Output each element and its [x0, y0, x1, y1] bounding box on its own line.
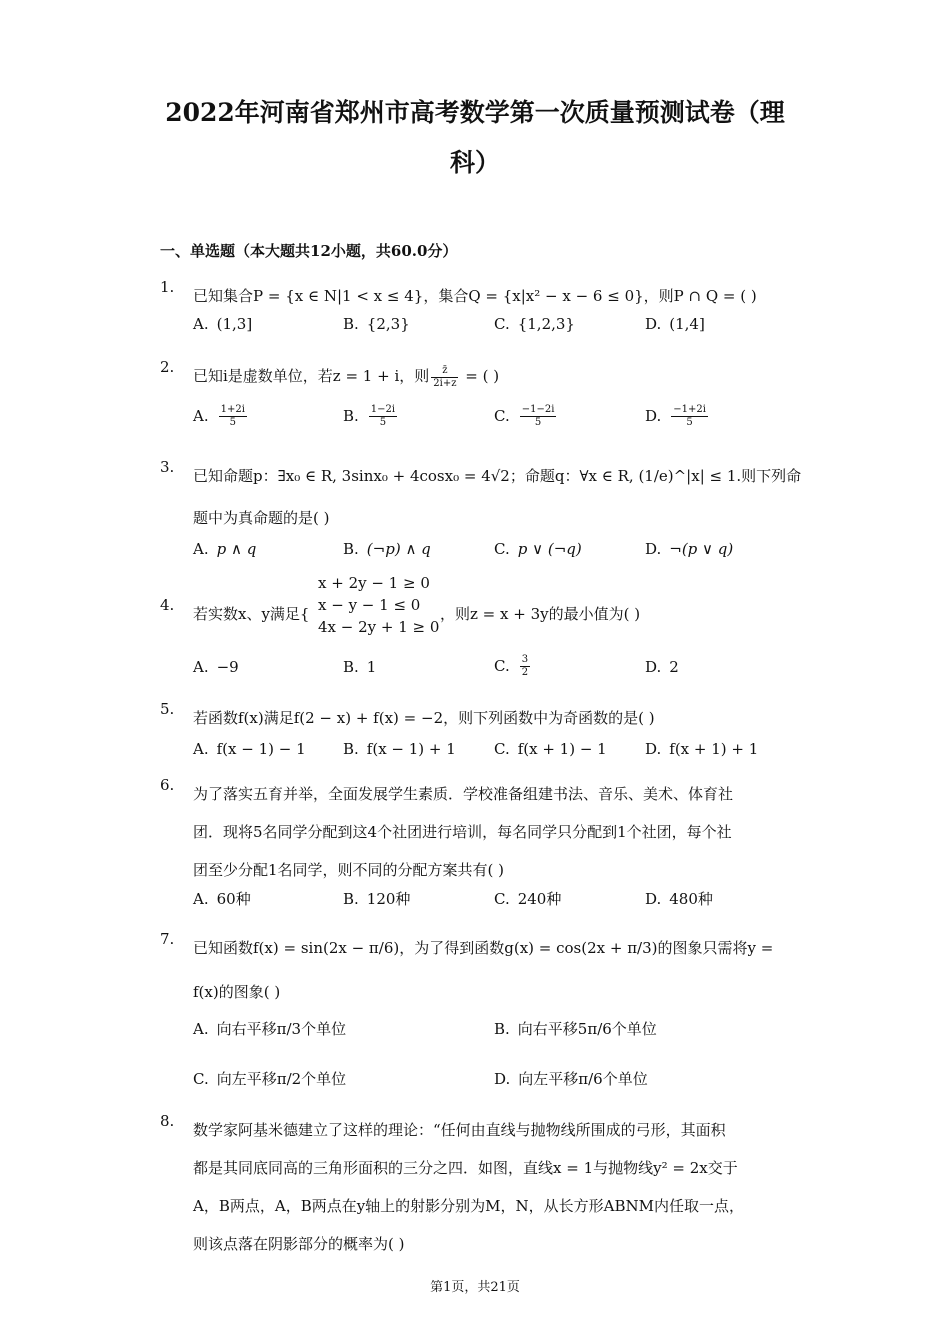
- denominator: 5: [534, 417, 542, 428]
- option-text: ¬(p ∨ q): [669, 540, 734, 558]
- option-text: f(x + 1) − 1: [517, 740, 607, 758]
- option-text: f(x + 1) + 1: [669, 740, 759, 758]
- inequality-3: 4x − 2y + 1 ≥ 0: [318, 618, 440, 636]
- option-d: [645, 315, 705, 333]
- option-text: 向右平移5π/6个单位: [517, 1020, 657, 1038]
- option-c: [494, 315, 575, 333]
- option-label: B.: [343, 540, 359, 558]
- option-text: f(x − 1) − 1: [216, 740, 306, 758]
- denominator: 5: [686, 417, 693, 428]
- option-label: C.: [494, 890, 510, 908]
- question-number: 2.: [160, 358, 175, 376]
- option-a: [193, 315, 252, 333]
- denominator: 2i+z: [433, 377, 457, 389]
- inequality-2: x − y − 1 ≤ 0: [318, 596, 421, 614]
- option-c: [193, 1068, 346, 1089]
- option-d: [645, 404, 710, 429]
- question-number: 7.: [160, 930, 175, 948]
- option-label: B.: [343, 740, 359, 758]
- question-text-line1: 已知函数f(x) = sin(2x − π/6)，为了得到函数g(x) = cos(2x + π/3)的图象只需将y =: [193, 939, 774, 957]
- denominator: 5: [229, 417, 236, 428]
- option-fraction: [520, 404, 557, 429]
- question-number: 1.: [160, 278, 175, 296]
- question-text-b: ，则z = x + 3y的最小值为( ): [440, 605, 641, 623]
- option-label: C.: [494, 540, 510, 558]
- question-text-line1: 已知命题p：∃x₀ ∈ R, 3sinx₀ + 4cosx₀ = 4√2；命题q：∀x ∈ R, (1/e)^|x| ≤ 1.则下列命: [193, 467, 802, 485]
- option-label: D.: [645, 315, 662, 333]
- numerator: −1−2i: [521, 404, 555, 415]
- option-c: [494, 540, 582, 558]
- option-label: A.: [193, 658, 209, 676]
- question-text-line3: 团至少分配1名同学，则不同的分配方案共有( ): [193, 861, 505, 879]
- option-d: [645, 658, 679, 676]
- option-text: f(x − 1) + 1: [366, 740, 456, 758]
- option-text: 60种: [216, 890, 251, 908]
- denominator: 2: [521, 667, 529, 678]
- question-text-line2: 都是其同底同高的三角形面积的三分之四．如图，直线x = 1与抛物线y² = 2x交于: [193, 1159, 738, 1177]
- option-label: C.: [494, 656, 510, 675]
- option-a: [193, 740, 306, 758]
- option-text: 2: [669, 658, 679, 676]
- option-b: [343, 888, 410, 909]
- option-b: [343, 658, 376, 676]
- question-text-a: 若实数x、y满足{: [193, 605, 310, 623]
- inequality-system: [318, 572, 439, 638]
- option-label: D.: [645, 890, 662, 908]
- option-c: [494, 404, 558, 429]
- option-c: [494, 654, 532, 679]
- option-fraction: [219, 404, 247, 429]
- option-text: 240种: [517, 890, 562, 908]
- question-text: [193, 358, 803, 394]
- page-footer: 第1页，共21页: [430, 1280, 520, 1295]
- option-label: D.: [645, 658, 662, 676]
- option-a: [193, 404, 249, 429]
- option-d: [494, 1068, 648, 1089]
- option-fraction: [671, 404, 708, 429]
- question-text-a: 已知i是虚数单位，若z = 1 + i，则: [193, 367, 430, 385]
- question-text: 若函数f(x)满足f(2 − x) + f(x) = −2，则下列函数中为奇函数的是( ): [193, 709, 655, 727]
- numerator: 3: [521, 654, 529, 665]
- option-a: [193, 658, 239, 676]
- option-label: C.: [494, 315, 510, 333]
- option-text: 向左平移π/2个单位: [216, 1070, 347, 1088]
- numerator: z̄: [431, 365, 458, 378]
- option-b: [343, 540, 431, 558]
- option-b: [343, 740, 456, 758]
- option-text: p ∧ q: [216, 540, 257, 558]
- numerator: 1+2i: [220, 404, 245, 415]
- option-text: (1,3]: [216, 315, 253, 333]
- option-fraction: [369, 404, 397, 429]
- option-text: p ∨ (¬q): [517, 540, 582, 558]
- inequality-1: x + 2y − 1 ≥ 0: [318, 574, 430, 592]
- option-label: A.: [193, 890, 209, 908]
- option-label: A.: [193, 406, 209, 425]
- option-label: B.: [343, 406, 359, 425]
- option-text: {1,2,3}: [517, 315, 575, 333]
- question-text-line2: 题中为真命题的是( ): [193, 509, 330, 527]
- option-label: C.: [494, 406, 510, 425]
- question-text-line1: 为了落实五育并举，全面发展学生素质．学校准备组建书法、音乐、美术、体育社: [193, 785, 734, 803]
- question-text-line3: A，B两点，A，B两点在y轴上的射影分别为M，N，从长方形ABNM内任取一点，: [193, 1197, 745, 1215]
- section-heading: 一、单选题（本大题共12小题，共60.0分）: [160, 242, 458, 260]
- question-number: 5.: [160, 700, 175, 718]
- option-label: A.: [193, 1020, 209, 1038]
- question-text: 已知集合P = {x ∈ N|1 < x ≤ 4}，集合Q = {x|x² − x − 6 ≤ 0}，则P ∩ Q = ( ): [193, 287, 757, 305]
- option-label: A.: [193, 315, 209, 333]
- option-a: [193, 540, 256, 558]
- option-label: D.: [645, 406, 662, 425]
- option-text: 1: [366, 658, 377, 676]
- option-label: D.: [645, 740, 662, 758]
- question-text-line2: f(x)的图象( ): [193, 983, 281, 1001]
- option-label: B.: [343, 315, 359, 333]
- option-text: 向左平移π/6个单位: [518, 1070, 648, 1088]
- fraction: [431, 365, 458, 390]
- option-label: B.: [494, 1020, 510, 1038]
- option-text: (¬p) ∧ q: [366, 540, 431, 558]
- option-c: [494, 740, 607, 758]
- question-text-line1: 数学家阿基米德建立了这样的理论：“任何由直线与抛物线所围成的弓形，其面积: [193, 1121, 726, 1139]
- option-a: [193, 888, 251, 909]
- question-text-line4: 则该点落在阴影部分的概率为( ): [193, 1235, 405, 1253]
- option-d: [645, 540, 733, 558]
- option-fraction: [520, 654, 530, 679]
- option-label: D.: [494, 1070, 511, 1088]
- exam-title-line2: 科）: [449, 148, 500, 177]
- option-text: 480种: [669, 890, 713, 908]
- question-number: 3.: [160, 458, 175, 476]
- option-b: [494, 1018, 657, 1039]
- option-label: C.: [193, 1070, 209, 1088]
- option-d: [645, 888, 713, 909]
- question-text-b: = ( ): [460, 367, 500, 385]
- question-text-line2: 团．现将5名同学分配到这4个社团进行培训，每名同学只分配到1个社团，每个社: [193, 823, 732, 841]
- denominator: 5: [379, 417, 387, 428]
- option-label: C.: [494, 740, 510, 758]
- option-label: A.: [193, 740, 209, 758]
- option-b: [343, 404, 399, 429]
- option-text: 向右平移π/3个单位: [216, 1020, 347, 1038]
- numerator: 1−2i: [370, 404, 396, 415]
- option-a: [193, 1018, 346, 1039]
- option-c: [494, 888, 561, 909]
- exam-title-line1: 2022年河南省郑州市高考数学第一次质量预测试卷（理: [165, 98, 785, 127]
- option-label: B.: [343, 890, 359, 908]
- question-number: 8.: [160, 1112, 175, 1130]
- option-text: (1,4]: [669, 315, 705, 333]
- option-text: 120种: [366, 890, 411, 908]
- option-label: B.: [343, 658, 359, 676]
- question-number: 6.: [160, 776, 175, 794]
- option-label: A.: [193, 540, 209, 558]
- option-d: [645, 740, 758, 758]
- numerator: −1+2i: [673, 404, 706, 415]
- option-text: {2,3}: [366, 315, 410, 333]
- option-b: [343, 315, 410, 333]
- question-number: 4.: [160, 596, 175, 614]
- option-label: D.: [645, 540, 662, 558]
- option-text: −9: [216, 658, 239, 676]
